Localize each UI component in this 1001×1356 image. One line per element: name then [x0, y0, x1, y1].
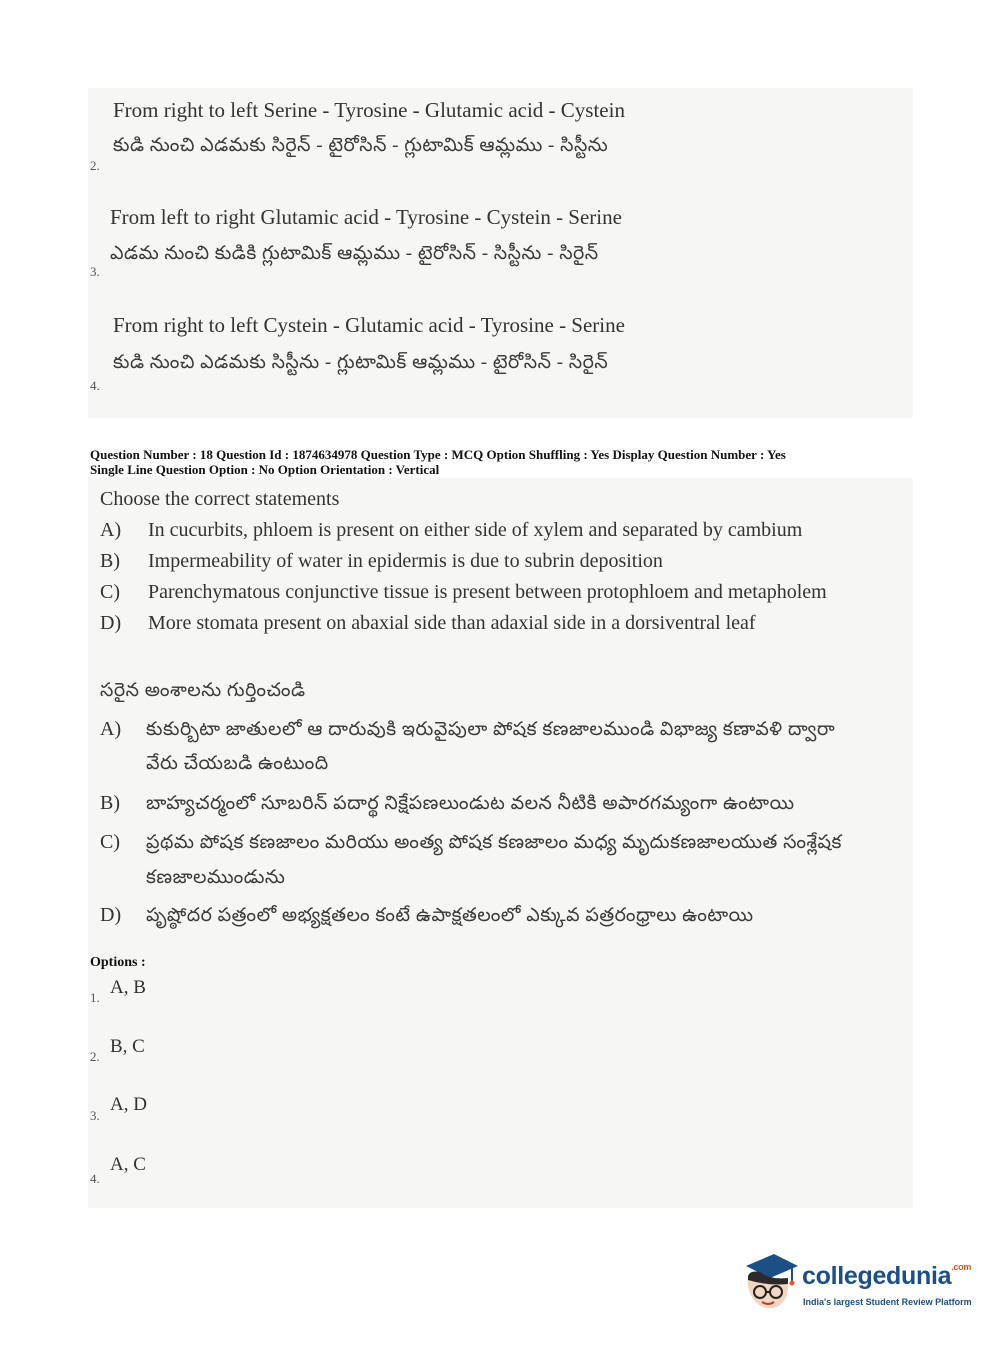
statement-en-a-label: A)	[100, 519, 122, 541]
prev-option-2-number: 2.	[90, 158, 100, 173]
statement-te-c-line2: కణజాలముండును	[146, 867, 286, 888]
logo-brand-suffix: .com	[951, 1262, 972, 1272]
question-prompt-english: Choose the correct statements	[100, 488, 340, 510]
question-meta-line-2: Single Line Question Option : No Option Orientation : Vertical	[90, 462, 440, 477]
answer-option-4-number: 4.	[90, 1171, 100, 1186]
statement-te-b-line1: బాహ్యచర్మంలో సూబరిన్ పదార్థ నిక్షేపణలుండుట వలన నీటికి అపారగమ్యంగా ఉంటాయి	[146, 793, 795, 814]
logo-brand-name: collegedunia	[802, 1262, 952, 1290]
options-heading: Options :	[90, 955, 146, 970]
statement-te-b-label: B)	[100, 792, 120, 814]
collegedunia-logo[interactable]	[740, 1250, 970, 1320]
statement-te-d-line1: పృష్ఠోదర పత్రంలో అభ్యక్షతలం కంటే ఉపాక్షతలంలో ఎక్కువ పత్రరంధ్రాలు ఉంటాయి	[146, 905, 754, 926]
statement-te-d-label: D)	[100, 904, 122, 926]
answer-option-3-text: A, D	[110, 1094, 147, 1115]
statement-en-c: Parenchymatous conjunctive tissue is present between protophloem and metapholem	[148, 581, 827, 603]
prev-option-4-telugu: కుడి నుంచి ఎడమకు సిస్టీను - గ్లుటామిక్ ఆమ్లము - టైరోసిన్ - సిరైన్	[113, 352, 609, 373]
statement-te-c-line1: ప్రథమ పోషక కణజాలం మరియు అంత్య పోషక కణజాలం మధ్య మృదుకణజాలయుత సంశ్లేషక	[146, 832, 842, 853]
statement-te-a-line1: కుకుర్బిటా జాతులలో ఆ దారువుకి ఇరువైపులా పోషక కణజాలముండి విభాజ్య కణావళి ద్వారా	[146, 719, 836, 740]
answer-option-4-text: A, C	[110, 1154, 146, 1175]
logo-brand-text	[802, 1262, 971, 1291]
statement-en-b-label: B)	[100, 550, 120, 572]
statement-en-d: More stomata present on abaxial side than adaxial side in a dorsiventral leaf	[148, 612, 756, 634]
statement-en-b: Impermeability of water in epidermis is due to subrin deposition	[148, 550, 663, 572]
answer-option-1-text: A, B	[110, 977, 146, 998]
answer-option-3-number: 3.	[90, 1108, 100, 1123]
statement-te-c-label: C)	[100, 831, 120, 853]
statement-en-c-label: C)	[100, 581, 120, 603]
answer-option-2-number: 2.	[90, 1049, 100, 1064]
question-meta-line-1: Question Number : 18 Question Id : 1874634978 Question Type : MCQ Option Shuffling : Yes Display Question Number : Yes	[90, 447, 786, 462]
statement-te-a-line2: వేరు చేయబడి ఉంటుంది	[146, 753, 329, 774]
answer-option-1-number: 1.	[90, 990, 100, 1005]
statement-en-d-label: D)	[100, 612, 122, 634]
prev-option-3-english: From left to right Glutamic acid - Tyrosine - Cystein - Serine	[110, 205, 622, 229]
answer-option-2-text: B, C	[110, 1036, 145, 1057]
question-prompt-telugu: సరైన అంశాలను గుర్తించండి	[100, 680, 306, 701]
mascot-icon	[740, 1250, 800, 1314]
prev-option-4-english: From right to left Cystein - Glutamic acid - Tyrosine - Serine	[113, 313, 625, 337]
prev-option-2-english: From right to left Serine - Tyrosine - Glutamic acid - Cystein	[113, 98, 625, 122]
prev-option-3-telugu: ఎడమ నుంచి కుడికి గ్లుటామిక్ ఆమ్లము - టైరోసిన్ - సిస్టీను - సిరైన్	[110, 243, 599, 264]
prev-option-4-number: 4.	[90, 378, 100, 393]
prev-option-2-telugu: కుడి నుంచి ఎడమకు సిరైన్ - టైరోసిన్ - గ్లుటామిక్ ఆమ్లము - సిస్టీను	[113, 135, 609, 156]
prev-option-3-number: 3.	[90, 264, 100, 279]
statement-te-a-label: A)	[100, 718, 122, 740]
logo-tagline: India's largest Student Review Platform	[803, 1297, 972, 1307]
statement-en-a: In cucurbits, phloem is present on either side of xylem and separated by cambium	[148, 519, 803, 541]
